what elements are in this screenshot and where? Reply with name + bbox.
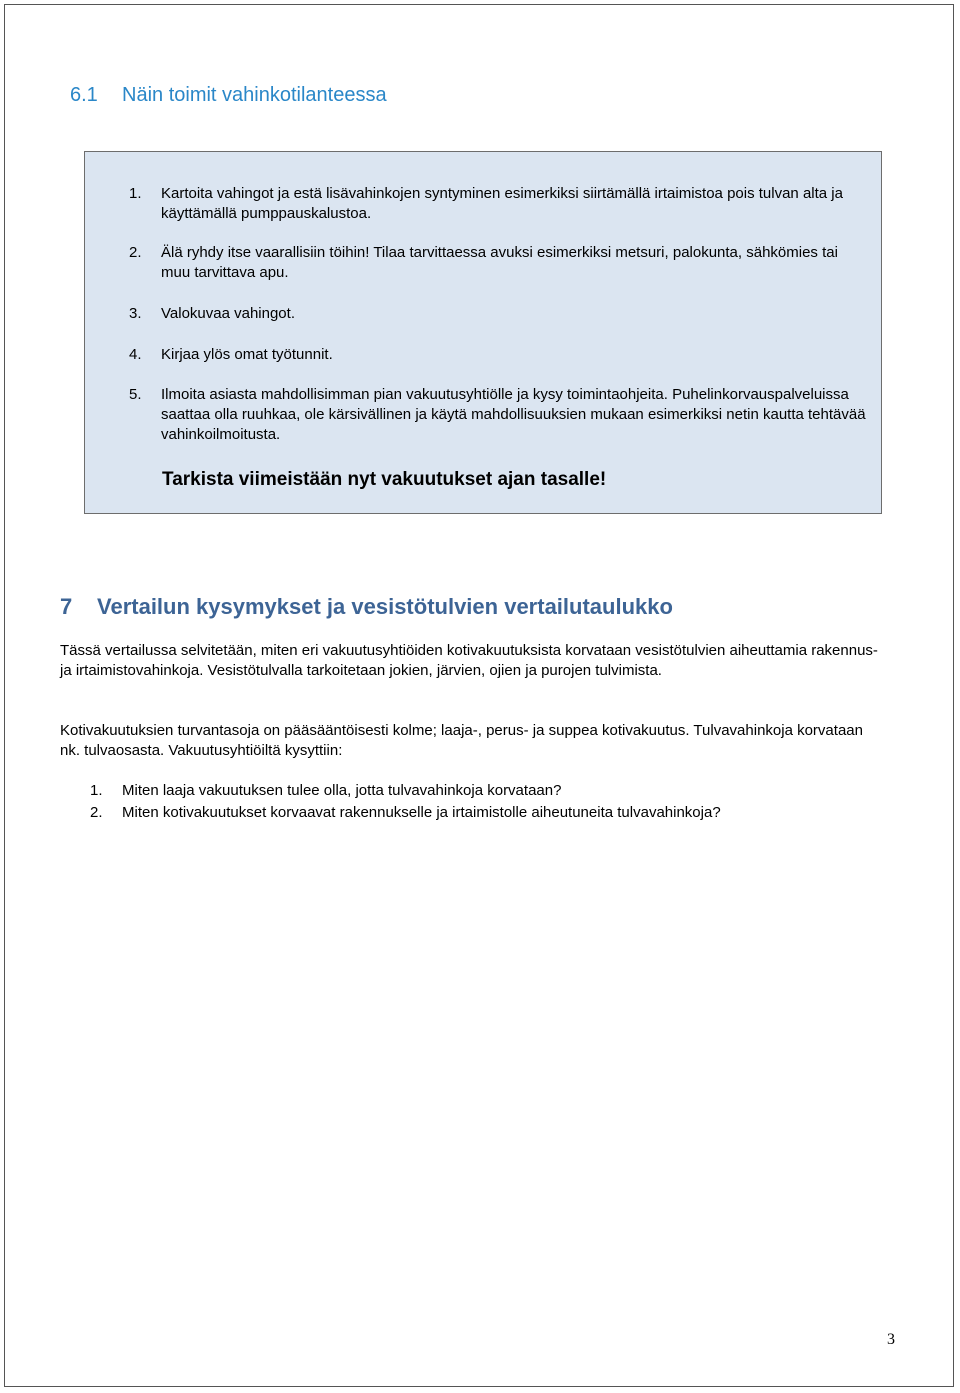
section-number: 7 (60, 594, 73, 619)
section-number: 6.1 (70, 84, 98, 106)
question-text: Miten kotivakuutukset korvaavat rakennukselle ja irtaimistolle aiheutuneita tulvavahinkoja? (122, 804, 721, 821)
question-item (60, 780, 721, 802)
intro-paragraph: Tässä vertailussa selvitetään, miten eri vakuutusyhtiöiden kotivakuutuksista korvataan vesistötulvien aiheuttamia rakennus- ja irtaimistovahinkoja. Vesistötulvalla tarkoitetaan jokien, järvien, ojien ja purojen tulvimista. (60, 642, 878, 679)
item-number: 2. (129, 244, 142, 261)
questions-list (60, 780, 721, 824)
item-text: Älä ryhdy itse vaarallisiin töihin! Tilaa tarvittaessa avuksi esimerkiksi metsuri, palokunta, sähkömies tai muu tarvittava apu. (161, 244, 838, 281)
page-number: 3 (887, 1331, 895, 1348)
item-number: 4. (129, 346, 142, 363)
instruction-item (129, 243, 869, 283)
item-text: Ilmoita asiasta mahdollisimman pian vakuutusyhtiölle ja kysy toimintaohjeita. Puhelinkorvauspalveluissa saattaa olla ruuhkaa, ole kärsivällinen ja käytä mahdollisuuksien mukaan esimerkiksi netin kautta tehtävää vahinkoilmoitusta. (161, 386, 866, 443)
instruction-item (129, 345, 869, 365)
coverage-paragraph: Kotivakuutuksien turvantasoja on pääsääntöisesti kolme; laaja-, perus- ja suppea kotivakuutus. Tulvavahinkoja korvataan nk. tulvaosasta. Vakuutusyhtiöiltä kysyttiin: (60, 722, 863, 759)
instruction-item (129, 184, 869, 224)
item-text: Kartoita vahingot ja estä lisävahinkojen syntyminen esimerkiksi siirtämällä irtaimistoa pois tulvan alta ja käyttämällä pumppauskalustoa. (161, 185, 843, 222)
section-heading-7 (60, 594, 673, 620)
question-text: Miten laaja vakuutuksen tulee olla, jotta tulvavahinkoja korvataan? (122, 782, 562, 799)
item-text: Kirjaa ylös omat työtunnit. (161, 346, 333, 363)
instruction-item (129, 385, 869, 445)
callout-emphasis: Tarkista viimeistään nyt vakuutukset ajan tasalle! (162, 469, 607, 490)
question-number: 1. (90, 782, 103, 799)
item-number: 5. (129, 386, 142, 403)
section-heading-6-1 (70, 84, 387, 107)
instruction-item (129, 304, 869, 324)
section-title: Vertailun kysymykset ja vesistötulvien vertailutaulukko (97, 594, 673, 619)
item-text: Valokuvaa vahingot. (161, 305, 295, 322)
item-number: 1. (129, 185, 142, 202)
section-title: Näin toimit vahinkotilanteessa (122, 84, 387, 106)
question-item (60, 802, 721, 824)
instructions-callout-box (84, 151, 882, 514)
question-number: 2. (90, 804, 103, 821)
item-number: 3. (129, 305, 142, 322)
